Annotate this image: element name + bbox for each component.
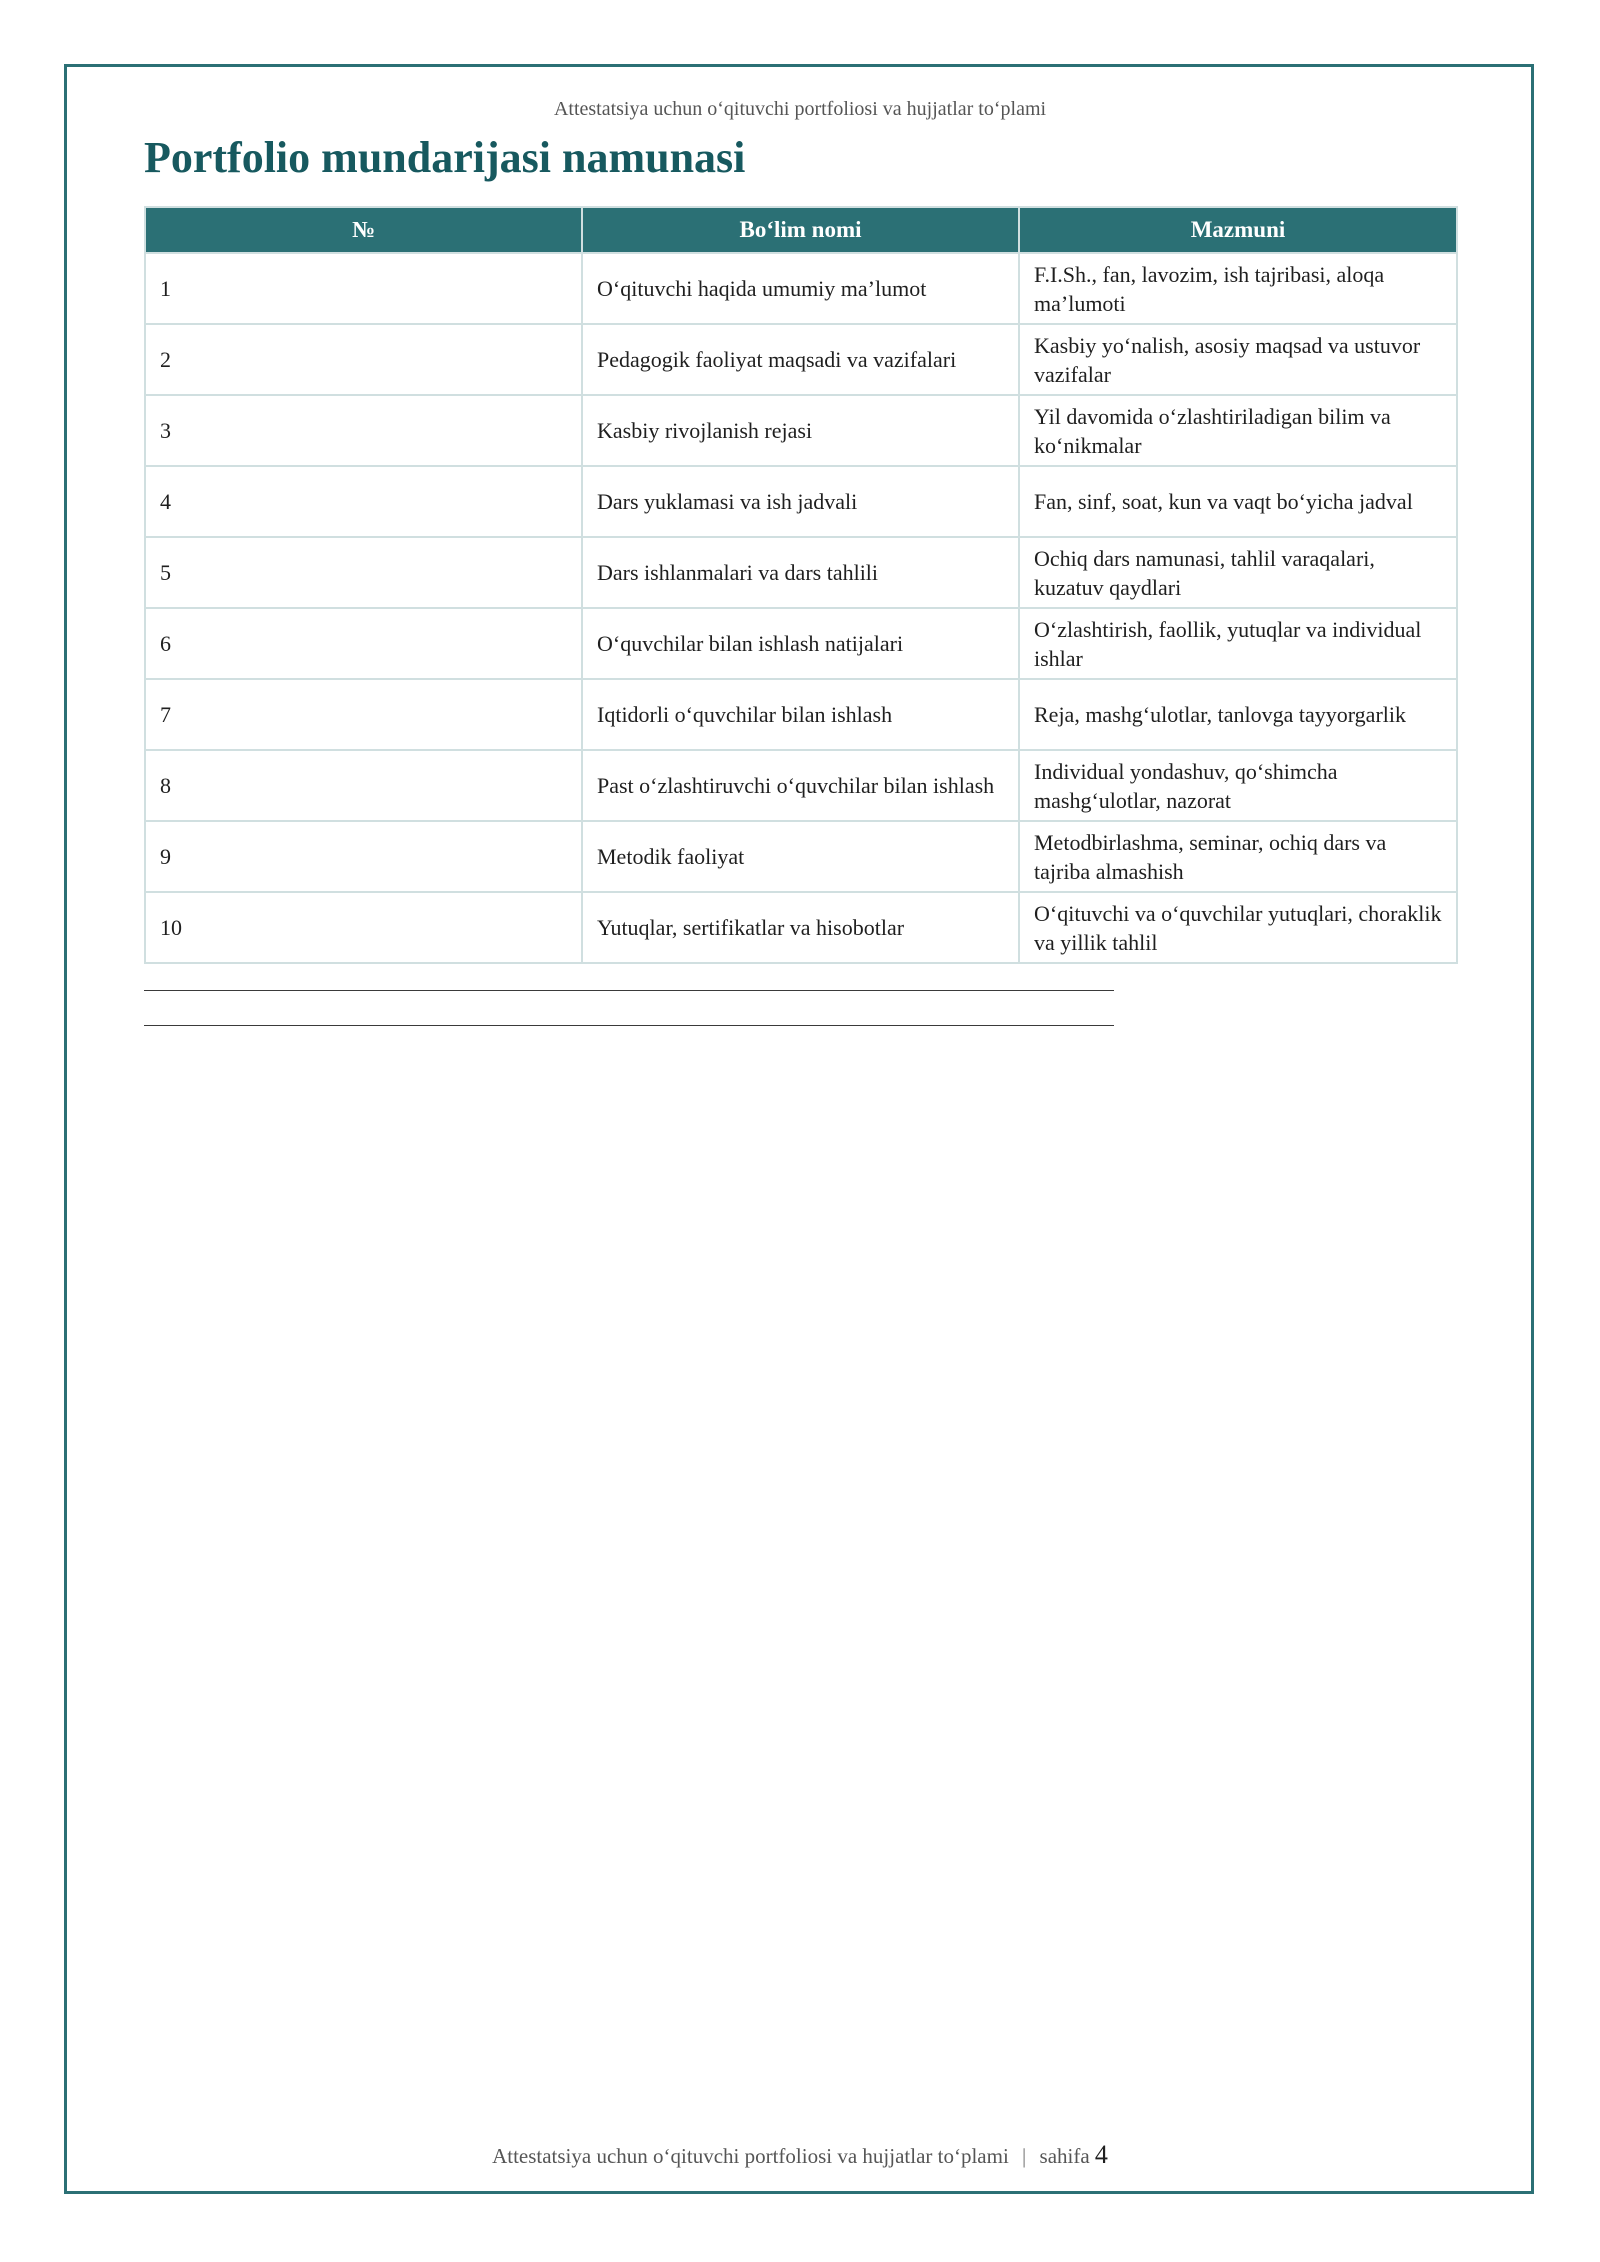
row-content: F.I.Sh., fan, lavozim, ish tajribasi, aloqa ma’lumoti bbox=[1019, 253, 1457, 324]
table-row bbox=[145, 608, 1457, 679]
row-content: Individual yondashuv, qo‘shimcha mashg‘ulotlar, nazorat bbox=[1019, 750, 1457, 821]
table-row bbox=[145, 324, 1457, 395]
page-number: 4 bbox=[1094, 2140, 1108, 2169]
row-content: Kasbiy yo‘nalish, asosiy maqsad va ustuvor vazifalar bbox=[1019, 324, 1457, 395]
row-number: 4 bbox=[145, 466, 582, 537]
table-row bbox=[145, 892, 1457, 963]
row-section: Past o‘zlashtiruvchi o‘quvchilar bilan ishlash bbox=[582, 750, 1019, 821]
row-number: 9 bbox=[145, 821, 582, 892]
table-row bbox=[145, 466, 1457, 537]
table-row bbox=[145, 750, 1457, 821]
row-content: O‘zlashtirish, faollik, yutuqlar va individual ishlar bbox=[1019, 608, 1457, 679]
row-section: Yutuqlar, sertifikatlar va hisobotlar bbox=[582, 892, 1019, 963]
table-row bbox=[145, 395, 1457, 466]
row-number: 7 bbox=[145, 679, 582, 750]
row-section: Dars ishlanmalari va dars tahlili bbox=[582, 537, 1019, 608]
row-number: 8 bbox=[145, 750, 582, 821]
blank-line bbox=[144, 990, 1114, 991]
row-number: 6 bbox=[145, 608, 582, 679]
footer-title: Attestatsiya uchun o‘qituvchi portfoliosi va hujjatlar to‘plami bbox=[492, 2144, 1009, 2168]
table-row bbox=[145, 537, 1457, 608]
row-section: Iqtidorli o‘quvchilar bilan ishlash bbox=[582, 679, 1019, 750]
row-number: 10 bbox=[145, 892, 582, 963]
footer-separator: | bbox=[1022, 2144, 1027, 2168]
table-header-row bbox=[145, 207, 1457, 253]
row-section: O‘quvchilar bilan ishlash natijalari bbox=[582, 608, 1019, 679]
row-number: 5 bbox=[145, 537, 582, 608]
column-header-content: Mazmuni bbox=[1019, 207, 1457, 253]
row-content: Fan, sinf, soat, kun va vaqt bo‘yicha jadval bbox=[1019, 466, 1457, 537]
row-number: 3 bbox=[145, 395, 582, 466]
column-header-section: Bo‘lim nomi bbox=[582, 207, 1019, 253]
row-content: Metodbirlashma, seminar, ochiq dars va tajriba almashish bbox=[1019, 821, 1457, 892]
footer-page-label: sahifa bbox=[1039, 2144, 1090, 2168]
row-content: O‘qituvchi va o‘quvchilar yutuqlari, choraklik va yillik tahlil bbox=[1019, 892, 1457, 963]
running-header: Attestatsiya uchun o‘qituvchi portfoliosi va hujjatlar to‘plami bbox=[553, 98, 1047, 120]
table-row bbox=[145, 253, 1457, 324]
running-footer bbox=[0, 2140, 1600, 2170]
row-number: 2 bbox=[145, 324, 582, 395]
column-header-number: № bbox=[145, 207, 582, 253]
row-content: Ochiq dars namunasi, tahlil varaqalari, kuzatuv qaydlari bbox=[1019, 537, 1457, 608]
row-section: Pedagogik faoliyat maqsadi va vazifalari bbox=[582, 324, 1019, 395]
row-content: Yil davomida o‘zlashtiriladigan bilim va ko‘nikmalar bbox=[1019, 395, 1457, 466]
row-content: Reja, mashg‘ulotlar, tanlovga tayyorgarlik bbox=[1019, 679, 1457, 750]
portfolio-contents-table bbox=[144, 206, 1458, 964]
row-number: 1 bbox=[145, 253, 582, 324]
row-section: Metodik faoliyat bbox=[582, 821, 1019, 892]
row-section: Kasbiy rivojlanish rejasi bbox=[582, 395, 1019, 466]
row-section: O‘qituvchi haqida umumiy ma’lumot bbox=[582, 253, 1019, 324]
blank-line bbox=[144, 1025, 1114, 1026]
row-section: Dars yuklamasi va ish jadvali bbox=[582, 466, 1019, 537]
page-title: Portfolio mundarijasi namunasi bbox=[144, 133, 746, 182]
table-row bbox=[145, 821, 1457, 892]
table-row bbox=[145, 679, 1457, 750]
